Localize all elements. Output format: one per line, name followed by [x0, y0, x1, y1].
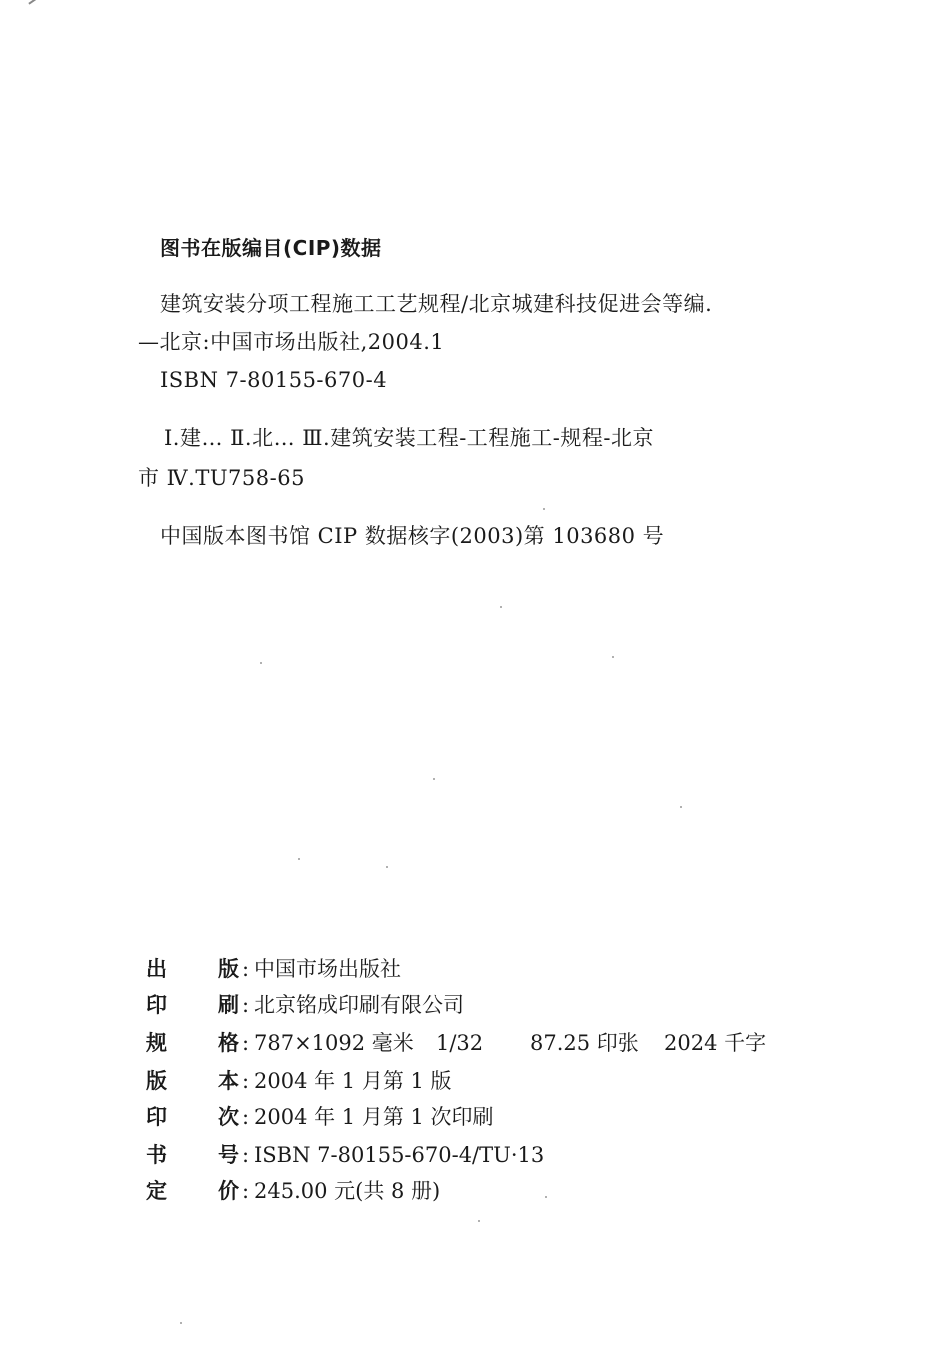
imprint-key-char-2: 次	[218, 1105, 239, 1129]
imprint-value-printing: 2004 年 1 月第 1 次印刷	[254, 1105, 494, 1129]
cip-record-line: 中国版本图书馆 CIP 数据核字(2003)第 103680 号	[160, 524, 665, 548]
scan-corner-mark	[28, 0, 37, 5]
imprint-value-book-number: ISBN 7-80155-670-4/TU·13	[254, 1143, 545, 1167]
scan-speck	[680, 806, 682, 808]
cip-isbn-line: ISBN 7-80155-670-4	[160, 368, 388, 392]
scan-speck	[545, 1196, 547, 1198]
imprint-colon: :	[242, 1143, 250, 1167]
scan-speck	[612, 656, 614, 658]
imprint-key-char-2: 本	[218, 1069, 239, 1093]
imprint-value-publisher: 中国市场出版社	[254, 957, 401, 981]
imprint-key-char-1: 出	[146, 957, 167, 981]
imprint-value-printer: 北京铭成印刷有限公司	[254, 993, 464, 1017]
cip-subject-line-1: Ⅰ.建… Ⅱ.北… Ⅲ.建筑安装工程-工程施工-规程-北京	[164, 426, 654, 450]
imprint-key-char-2: 号	[218, 1143, 239, 1167]
imprint-key-char-2: 版	[218, 957, 239, 981]
imprint-colon: :	[242, 993, 250, 1017]
cip-title-line: 建筑安装分项工程施工工艺规程/北京城建科技促进会等编.	[160, 292, 713, 316]
scan-speck	[433, 778, 435, 780]
imprint-key-char-1: 印	[146, 1105, 167, 1129]
imprint-key-char-1: 书	[146, 1143, 167, 1167]
imprint-colon: :	[242, 957, 250, 981]
scan-speck	[180, 1322, 182, 1324]
imprint-key-char-1: 印	[146, 993, 167, 1017]
cip-publish-line: —北京:中国市场出版社,2004.1	[138, 330, 445, 354]
imprint-key-char-2: 刷	[218, 993, 239, 1017]
spec-sheets: 87.25 印张	[530, 1031, 639, 1055]
scan-speck	[500, 606, 502, 608]
spec-size: 787×1092 毫米	[254, 1031, 414, 1055]
cip-subject-line-2: 市 Ⅳ.TU758-65	[138, 466, 305, 490]
scan-speck	[478, 1220, 480, 1222]
imprint-key-char-2: 格	[218, 1031, 239, 1055]
scan-speck	[386, 866, 388, 868]
imprint-colon: :	[242, 1179, 250, 1203]
imprint-colon: :	[242, 1031, 250, 1055]
imprint-value-price: 245.00 元(共 8 册)	[254, 1179, 441, 1203]
imprint-key-char-2: 价	[218, 1179, 239, 1203]
spec-format: 1/32	[436, 1031, 484, 1055]
imprint-colon: :	[242, 1105, 250, 1129]
spec-words: 2024 千字	[664, 1031, 767, 1055]
imprint-colon: :	[242, 1069, 250, 1093]
imprint-value-edition: 2004 年 1 月第 1 版	[254, 1069, 452, 1093]
scan-speck	[543, 508, 545, 510]
cip-heading: 图书在版编目(CIP)数据	[160, 236, 382, 260]
imprint-key-char-1: 规	[146, 1031, 167, 1055]
imprint-key-char-1: 版	[146, 1069, 167, 1093]
scan-speck	[260, 662, 262, 664]
scan-speck	[298, 858, 300, 860]
imprint-key-char-1: 定	[146, 1179, 167, 1203]
